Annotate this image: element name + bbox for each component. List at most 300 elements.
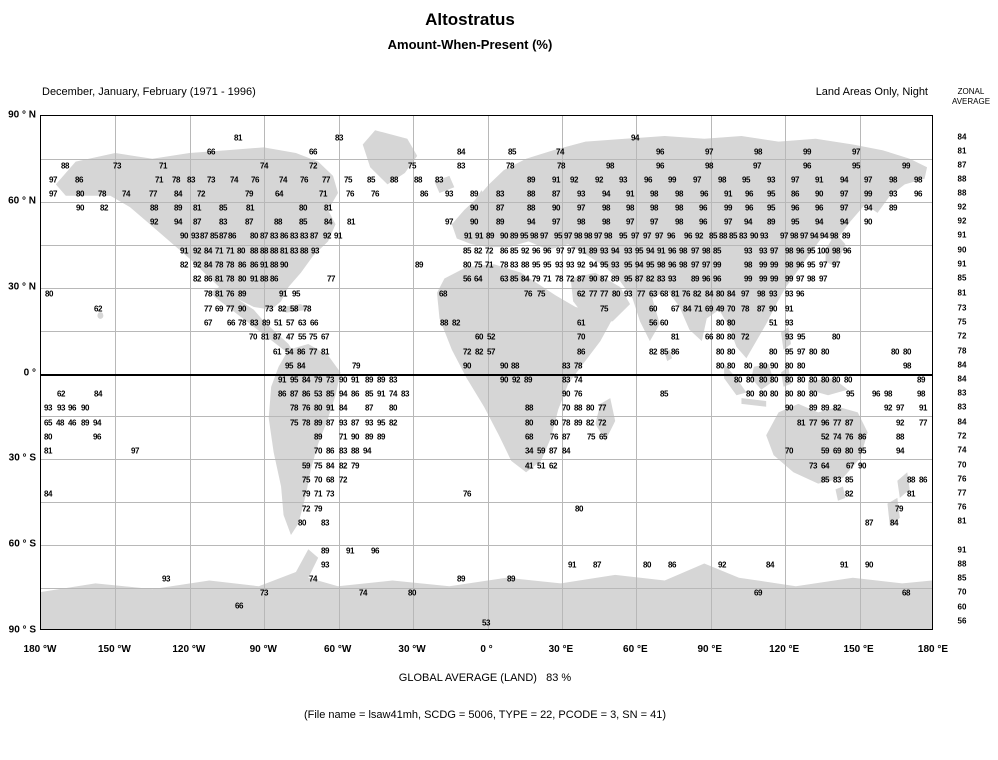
data-value: 83 [562, 361, 570, 371]
data-value: 82 [339, 461, 347, 471]
data-value: 97 [819, 260, 827, 270]
data-value: 85 [463, 246, 471, 256]
data-value: 97 [852, 147, 860, 157]
data-value: 78 [238, 318, 246, 328]
data-value: 74 [309, 574, 317, 584]
data-value: 95 [532, 260, 540, 270]
data-value: 91 [919, 403, 927, 413]
data-value: 80 [575, 504, 583, 514]
data-value: 88 [574, 403, 582, 413]
data-value: 80 [746, 389, 754, 399]
data-value: 75 [408, 161, 416, 171]
longitude-tick-label: 120 °E [769, 644, 800, 655]
data-value: 91 [578, 246, 586, 256]
data-value: 80 [76, 189, 84, 199]
data-value: 97 [540, 231, 548, 241]
data-value: 84 [204, 246, 212, 256]
data-value: 97 [445, 217, 453, 227]
data-value: 93 [668, 274, 676, 284]
data-value: 70 [577, 332, 585, 342]
data-value: 74 [279, 175, 287, 185]
data-value: 74 [389, 389, 397, 399]
data-value: 70 [785, 446, 793, 456]
zonal-average-header-line2: AVERAGE [951, 97, 991, 106]
data-value: 87 [562, 432, 570, 442]
data-value: 80 [785, 375, 793, 385]
page-title: Altostratus [425, 10, 515, 29]
data-value: 81 [193, 203, 201, 213]
data-value: 96 [796, 260, 804, 270]
page-subtitle: Amount-When-Present (%) [387, 37, 553, 52]
zonal-average-value: 81 [957, 516, 967, 526]
data-value: 96 [532, 246, 540, 256]
data-value: 93 [365, 418, 373, 428]
data-value: 80 [727, 332, 735, 342]
data-value: 89 [889, 203, 897, 213]
gridline-meridian [264, 116, 265, 629]
data-value: 82 [100, 203, 108, 213]
data-value: 88 [390, 175, 398, 185]
data-value: 95 [600, 260, 608, 270]
data-value: 77 [600, 289, 608, 299]
data-value: 98 [679, 260, 687, 270]
data-value: 63 [500, 274, 508, 284]
data-value: 88 [525, 403, 533, 413]
zonal-average-value: 83 [957, 402, 967, 412]
data-value: 93 [767, 175, 775, 185]
data-value: 90 [769, 304, 777, 314]
latitude-tick-label: 30 ° N [8, 281, 36, 293]
latitude-tick-label: 60 ° S [8, 538, 36, 550]
data-value: 60 [649, 304, 657, 314]
data-value: 94 [174, 217, 182, 227]
data-value: 82 [833, 403, 841, 413]
data-value: 80 [389, 403, 397, 413]
data-value: 84 [302, 375, 310, 385]
gridline-meridian [115, 116, 116, 629]
data-value: 81 [234, 133, 242, 143]
data-value: 89 [314, 432, 322, 442]
data-value: 97 [796, 274, 804, 284]
data-value: 78 [303, 304, 311, 314]
data-value: 76 [300, 175, 308, 185]
data-value: 90 [864, 217, 872, 227]
zonal-average-value: 91 [957, 545, 967, 555]
data-value: 81 [671, 332, 679, 342]
data-value: 93 [759, 246, 767, 256]
longitude-tick-label: 30 °E [548, 644, 574, 655]
data-value: 80 [463, 260, 471, 270]
data-value: 81 [44, 446, 52, 456]
data-value: 70 [727, 304, 735, 314]
data-value: 95 [797, 332, 805, 342]
data-value: 88 [351, 446, 359, 456]
data-value: 80 [299, 203, 307, 213]
data-value: 94 [339, 389, 347, 399]
data-value: 93 [624, 246, 632, 256]
data-value: 86 [238, 260, 246, 270]
data-value: 98 [606, 161, 614, 171]
data-value: 75 [302, 475, 310, 485]
zonal-average-value: 76 [957, 474, 967, 484]
data-value: 82 [693, 289, 701, 299]
data-value: 80 [832, 375, 840, 385]
data-value: 97 [556, 246, 564, 256]
data-value: 87 [635, 274, 643, 284]
data-value: 88 [527, 189, 535, 199]
data-value: 88 [440, 318, 448, 328]
zonal-average-value: 72 [957, 431, 967, 441]
data-value: 34 [525, 446, 533, 456]
data-value: 95 [846, 389, 854, 399]
data-value: 75 [344, 175, 352, 185]
data-value: 87 [865, 518, 873, 528]
data-value: 94 [589, 260, 597, 270]
zonal-average-value: 85 [957, 573, 967, 583]
data-value: 78 [500, 260, 508, 270]
data-value: 89 [496, 217, 504, 227]
data-value: 90 [280, 260, 288, 270]
data-value: 52 [821, 432, 829, 442]
data-value: 90 [552, 203, 560, 213]
data-value: 80 [785, 389, 793, 399]
data-value: 94 [646, 246, 654, 256]
longitude-tick-label: 60 °W [323, 644, 352, 655]
data-value: 90 [815, 189, 823, 199]
data-value: 76 [226, 289, 234, 299]
zonal-average-value: 73 [957, 303, 967, 313]
zonal-average-value: 84 [957, 417, 967, 427]
data-value: 96 [700, 189, 708, 199]
data-value: 87 [310, 231, 318, 241]
data-value: 81 [261, 332, 269, 342]
data-value: 85 [219, 203, 227, 213]
data-value: 80 [797, 361, 805, 371]
data-value: 81 [246, 203, 254, 213]
data-value: 65 [599, 432, 607, 442]
data-value: 72 [566, 274, 574, 284]
data-value: 93 [624, 289, 632, 299]
data-value: 87 [290, 389, 298, 399]
data-value: 99 [770, 260, 778, 270]
data-value: 91 [278, 375, 286, 385]
data-value: 61 [273, 347, 281, 357]
data-value: 96 [68, 403, 76, 413]
data-value: 83 [496, 189, 504, 199]
data-value: 98 [604, 231, 612, 241]
data-value: 71 [215, 246, 223, 256]
data-value: 98 [754, 147, 762, 157]
data-value: 93 [321, 560, 329, 570]
data-value: 83 [510, 260, 518, 270]
data-value: 83 [335, 133, 343, 143]
data-value: 98 [602, 217, 610, 227]
landmass-tasmania [835, 487, 845, 501]
data-value: 86 [278, 389, 286, 399]
data-value: 85 [510, 274, 518, 284]
data-value: 84 [324, 217, 332, 227]
data-value: 80 [769, 347, 777, 357]
data-value: 82 [452, 318, 460, 328]
data-value: 82 [586, 418, 594, 428]
data-value: 75 [537, 289, 545, 299]
data-value: 91 [326, 403, 334, 413]
data-value: 82 [474, 246, 482, 256]
data-value: 96 [543, 246, 551, 256]
data-value: 99 [864, 189, 872, 199]
data-value: 90 [770, 361, 778, 371]
data-value: 86 [351, 389, 359, 399]
zonal-average-value: 81 [957, 146, 967, 156]
data-value: 96 [668, 260, 676, 270]
data-value: 73 [326, 375, 334, 385]
data-value: 89 [809, 403, 817, 413]
data-value: 95 [554, 231, 562, 241]
data-value: 97 [832, 260, 840, 270]
data-value: 98 [790, 231, 798, 241]
data-value: 89 [238, 289, 246, 299]
data-value: 62 [94, 304, 102, 314]
gridline-meridian [339, 116, 340, 629]
data-value: 97 [864, 175, 872, 185]
data-value: 80 [716, 332, 724, 342]
data-value: 93 [577, 189, 585, 199]
data-value: 93 [760, 231, 768, 241]
data-value: 85 [821, 475, 829, 485]
data-value: 94 [820, 231, 828, 241]
data-value: 98 [832, 246, 840, 256]
data-value: 86 [577, 347, 585, 357]
data-value: 83 [339, 446, 347, 456]
data-value: 72 [485, 246, 493, 256]
data-value: 88 [511, 361, 519, 371]
data-value: 69 [754, 588, 762, 598]
data-value: 53 [482, 618, 490, 628]
data-value: 62 [577, 289, 585, 299]
data-value: 79 [352, 361, 360, 371]
data-value: 90 [562, 389, 570, 399]
data-value: 96 [914, 189, 922, 199]
gridline-parallel [41, 588, 932, 589]
data-value: 71 [155, 175, 163, 185]
data-value: 92 [512, 375, 520, 385]
data-value: 83 [219, 217, 227, 227]
data-value: 57 [487, 347, 495, 357]
data-value: 98 [675, 203, 683, 213]
data-value: 94 [810, 231, 818, 241]
data-value: 88 [274, 217, 282, 227]
data-value: 83 [657, 274, 665, 284]
data-value: 79 [895, 504, 903, 514]
data-value: 98 [679, 246, 687, 256]
data-value: 86 [671, 347, 679, 357]
data-value: 84 [94, 389, 102, 399]
data-value: 97 [49, 189, 57, 199]
data-value: 88 [150, 203, 158, 213]
data-value: 79 [245, 189, 253, 199]
data-value: 86 [270, 274, 278, 284]
data-value: 93 [744, 246, 752, 256]
data-value: 93 [889, 189, 897, 199]
data-value: 66 [207, 147, 215, 157]
zonal-average-value: 70 [957, 587, 967, 597]
data-value: 84 [705, 289, 713, 299]
data-value: 80 [716, 289, 724, 299]
data-value: 97 [552, 217, 560, 227]
data-value: 72 [309, 161, 317, 171]
data-value: 80 [809, 389, 817, 399]
data-value: 71 [226, 246, 234, 256]
data-value: 85 [660, 347, 668, 357]
zonal-average-value: 60 [957, 602, 967, 612]
data-value: 86 [280, 231, 288, 241]
data-value: 96 [684, 231, 692, 241]
latitude-tick-label: 90 ° S [8, 624, 36, 636]
data-value: 97 [131, 446, 139, 456]
data-value: 84 [339, 403, 347, 413]
data-value: 80 [237, 246, 245, 256]
data-value: 95 [290, 375, 298, 385]
data-value: 74 [260, 161, 268, 171]
data-value: 94 [744, 217, 752, 227]
data-value: 95 [767, 203, 775, 213]
data-value: 70 [314, 475, 322, 485]
data-value: 87 [326, 418, 334, 428]
data-value: 93 [611, 260, 619, 270]
data-value: 99 [759, 260, 767, 270]
data-value: 91 [840, 560, 848, 570]
data-value: 89 [767, 217, 775, 227]
data-value: 98 [744, 260, 752, 270]
data-value: 93 [555, 260, 563, 270]
data-value: 96 [713, 274, 721, 284]
longitude-tick-label: 30 °W [398, 644, 426, 655]
data-value: 96 [371, 546, 379, 556]
data-value: 71 [694, 304, 702, 314]
data-value: 78 [290, 403, 298, 413]
data-value: 83 [435, 175, 443, 185]
latitude-tick-label: 90 ° N [8, 109, 36, 121]
data-value: 71 [319, 189, 327, 199]
data-value: 66 [235, 601, 243, 611]
data-value: 86 [858, 432, 866, 442]
data-value: 90 [238, 304, 246, 314]
data-value: 81 [215, 289, 223, 299]
data-value: 59 [302, 461, 310, 471]
data-value: 66 [309, 147, 317, 157]
data-value: 83 [250, 318, 258, 328]
data-value: 98 [657, 260, 665, 270]
data-value: 99 [803, 147, 811, 157]
area-label: Land Areas Only, Night [815, 86, 928, 98]
data-value: 95 [624, 260, 632, 270]
zonal-average-value: 70 [957, 460, 967, 470]
data-value: 78 [302, 418, 310, 428]
data-value: 66 [227, 318, 235, 328]
data-value: 97 [626, 217, 634, 227]
data-value: 41 [525, 461, 533, 471]
data-value: 91 [260, 260, 268, 270]
data-value: 72 [302, 504, 310, 514]
gridline-parallel [41, 331, 932, 332]
data-value: 90 [750, 231, 758, 241]
data-value: 98 [785, 246, 793, 256]
data-value: 80 [716, 318, 724, 328]
data-value: 72 [339, 475, 347, 485]
data-value: 80 [44, 432, 52, 442]
data-value: 90 [589, 274, 597, 284]
data-value: 98 [650, 189, 658, 199]
data-value: 96 [699, 203, 707, 213]
data-value: 95 [292, 289, 300, 299]
data-value: 82 [389, 418, 397, 428]
data-value: 99 [785, 274, 793, 284]
data-value: 94 [815, 217, 823, 227]
data-value: 89 [842, 231, 850, 241]
data-value: 84 [562, 446, 570, 456]
data-value: 72 [741, 332, 749, 342]
data-value: 86 [228, 231, 236, 241]
data-value: 77 [149, 189, 157, 199]
data-value: 96 [803, 161, 811, 171]
data-value: 94 [611, 246, 619, 256]
data-value: 62 [57, 389, 65, 399]
gridline-meridian [785, 116, 786, 629]
data-value: 55 [298, 332, 306, 342]
data-value: 84 [204, 260, 212, 270]
data-value: 98 [702, 246, 710, 256]
longitude-tick-label: 90 °E [697, 644, 723, 655]
data-value: 92 [718, 560, 726, 570]
data-value: 93 [785, 332, 793, 342]
data-value: 87 [193, 217, 201, 227]
data-value: 82 [180, 260, 188, 270]
data-value: 80 [821, 347, 829, 357]
data-value: 92 [150, 217, 158, 227]
data-value: 89 [415, 260, 423, 270]
data-value: 94 [896, 446, 904, 456]
data-value: 75 [309, 332, 317, 342]
data-value: 78 [557, 161, 565, 171]
gridline-meridian [860, 116, 861, 629]
data-value: 89 [365, 432, 373, 442]
data-value: 83 [457, 161, 465, 171]
data-value: 82 [646, 274, 654, 284]
data-value: 91 [785, 304, 793, 314]
data-value: 82 [649, 347, 657, 357]
data-value: 77 [919, 418, 927, 428]
data-value: 67 [204, 318, 212, 328]
data-value: 100 [817, 246, 829, 256]
data-value: 96 [656, 161, 664, 171]
data-value: 97 [819, 274, 827, 284]
data-value: 93 [445, 189, 453, 199]
data-value: 78 [226, 260, 234, 270]
data-value: 99 [724, 203, 732, 213]
data-value: 67 [671, 304, 679, 314]
data-value: 79 [532, 274, 540, 284]
data-value: 84 [521, 274, 529, 284]
data-value: 87 [549, 446, 557, 456]
data-value: 49 [716, 304, 724, 314]
latitude-tick-label: 30 ° S [8, 452, 36, 464]
data-value: 85 [326, 389, 334, 399]
data-value: 77 [809, 418, 817, 428]
data-value: 74 [833, 432, 841, 442]
zonal-average-value: 84 [957, 132, 967, 142]
data-value: 97 [800, 231, 808, 241]
data-value: 94 [363, 446, 371, 456]
